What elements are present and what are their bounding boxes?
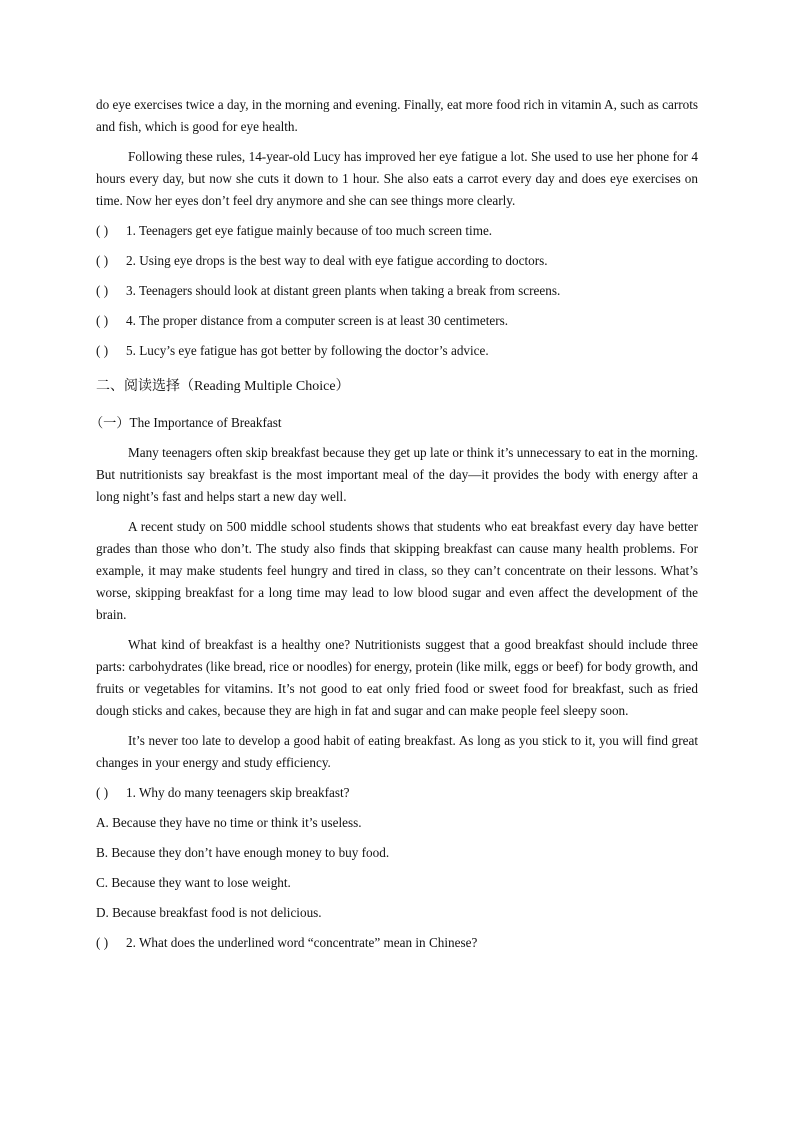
answer-option-c: C. Because they want to lose weight. — [96, 875, 291, 890]
true-false-question — [96, 280, 698, 302]
true-false-question — [96, 250, 698, 272]
true-false-question — [96, 220, 698, 242]
passage-paragraph: Following these rules, 14-year-old Lucy has improved her eye fatigue a lot. She used to use her phone for 4 hours every day, but now she cuts it down to 1 hour. She also eats a carrot every day and does eye exercises on time. Now her eyes don’t feel dry anymore and she can see things more clearly. — [96, 149, 698, 208]
section-title: 二、阅读选择（Reading Multiple Choice） — [96, 379, 350, 394]
multiple-choice-question — [96, 932, 698, 954]
true-false-question — [96, 310, 698, 332]
answer-option-d: D. Because breakfast food is not delicious. — [96, 905, 322, 920]
multiple-choice-question — [96, 782, 698, 804]
true-false-question — [96, 340, 698, 362]
answer-blank[interactable]: ( ) — [96, 343, 109, 358]
passage-paragraph: Many teenagers often skip breakfast because they get up late or think it’s unnecessary to eat in the morning. But nutritionists say breakfast is the most important meal of the day—it provides the body with energy after a long night’s fast and helps start a new day well. — [96, 445, 698, 504]
answer-blank[interactable]: ( ) — [96, 283, 109, 298]
question-text: 4. The proper distance from a computer screen is at least 30 centimeters. — [126, 313, 509, 328]
answer-blank[interactable]: ( ) — [96, 785, 109, 800]
answer-option-b: B. Because they don’t have enough money to buy food. — [96, 845, 390, 860]
question-text: 2. What does the underlined word “concentrate” mean in Chinese? — [126, 935, 478, 950]
passage-paragraph: do eye exercises twice a day, in the morning and evening. Finally, eat more food rich in vitamin A, such as carrots and fish, which is good for eye health. — [96, 97, 698, 134]
passage-paragraph: It’s never too late to develop a good habit of eating breakfast. As long as you stick to it, you will find great changes in your energy and study efficiency. — [96, 733, 698, 770]
answer-blank[interactable]: ( ) — [96, 223, 109, 238]
passage-paragraph: What kind of breakfast is a healthy one? Nutritionists suggest that a good breakfast should include three parts: carbohydrates (like bread, rice or noodles) for energy, protein (like milk, eggs or beef) for body growth, and fruits or vegetables for vitamins. It’s not good to eat only fried food or sweet food for breakfast, such as fried dough sticks and cakes, because they are high in fat and sugar and can make people feel sleepy soon. — [96, 637, 698, 718]
answer-option-a: A. Because they have no time or think it’s useless. — [96, 815, 362, 830]
question-text: 2. Using eye drops is the best way to deal with eye fatigue according to doctors. — [126, 253, 548, 268]
passage-paragraph: A recent study on 500 middle school students shows that students who eat breakfast every day have better grades than those who don’t. The study also finds that skipping breakfast can cause many health problems. For example, it may make students feel hungry and tired in class, so they can’t concentrate on their lessons. What’s worse, skipping breakfast for a long time may lead to low blood sugar and even affect the development of the brain. — [96, 519, 698, 622]
answer-blank[interactable]: ( ) — [96, 313, 109, 328]
answer-blank[interactable]: ( ) — [96, 253, 109, 268]
question-text: 1. Teenagers get eye fatigue mainly because of too much screen time. — [126, 223, 493, 238]
question-text: 5. Lucy’s eye fatigue has got better by following the doctor’s advice. — [126, 343, 489, 358]
question-text: 3. Teenagers should look at distant green plants when taking a break from screens. — [126, 283, 561, 298]
document-page — [90, 94, 698, 954]
passage-title: （一）The Importance of Breakfast — [90, 415, 282, 430]
question-text: 1. Why do many teenagers skip breakfast? — [126, 785, 350, 800]
answer-blank[interactable]: ( ) — [96, 935, 109, 950]
